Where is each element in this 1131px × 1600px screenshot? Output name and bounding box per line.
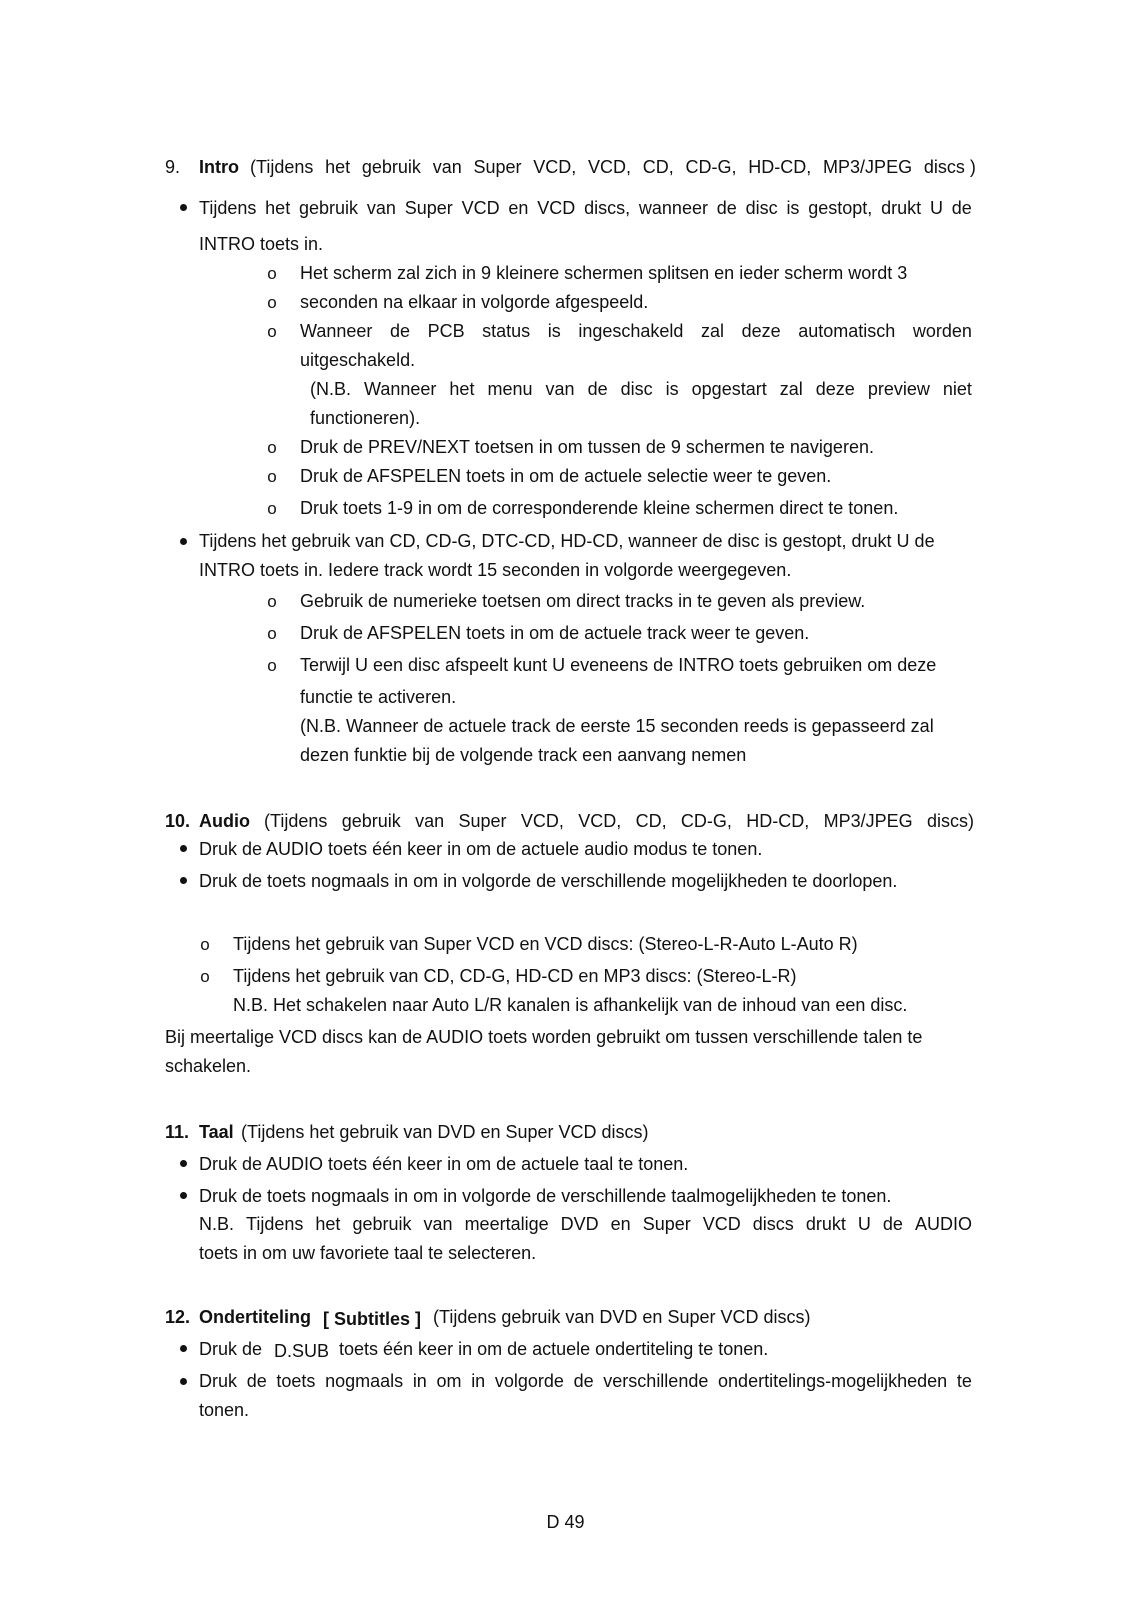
page-number: D 49	[546, 1512, 585, 1532]
word: is	[786, 198, 800, 218]
circle-bullet-icon: o	[200, 935, 210, 954]
word: MP3/JPEG	[823, 811, 913, 831]
word: automatisch	[798, 321, 896, 341]
word: gebruik	[361, 157, 421, 177]
section-10-sub-1: Tijdens het gebruik van Super VCD en VCD discs: (Stereo-L-R-Auto L-Auto R)	[233, 934, 858, 954]
word: wanneer	[638, 198, 708, 218]
word: HD-CD,	[746, 811, 810, 831]
section-9-sub-8: Druk de AFSPELEN toets in om de actuele track weer te geven.	[300, 623, 810, 643]
word: niet	[942, 379, 972, 399]
word: van	[545, 379, 575, 399]
circle-bullet-icon: o	[267, 264, 277, 283]
section-10-bullet-2: Druk de toets nogmaals in om in volgorde de verschillende mogelijkheden te doorlopen.	[199, 871, 898, 891]
word: en	[610, 1214, 631, 1234]
word: discs,	[584, 198, 631, 218]
section-10-number: 10.	[165, 811, 191, 831]
word: VCD	[702, 1214, 741, 1234]
section-12-bullet-2-line-2: tonen.	[199, 1400, 250, 1420]
word: zal	[779, 379, 803, 399]
word: zal	[701, 321, 725, 341]
word: in	[412, 1371, 427, 1391]
word: de	[587, 379, 608, 399]
word: N.B.	[199, 1214, 235, 1234]
word: nogmaals	[325, 1371, 404, 1391]
section-9-bullet-1-line-1	[199, 197, 972, 219]
word: Super	[473, 157, 522, 177]
word: worden	[912, 321, 972, 341]
word: meertalige	[464, 1214, 549, 1234]
word: het	[265, 198, 291, 218]
word: de	[389, 321, 410, 341]
section-9-bullet-2-line-1: Tijdens het gebruik van CD, CD-G, DTC-CD, HD-CD, wanneer de disc is gestopt, drukt U de	[199, 531, 935, 551]
bullet-dot	[180, 204, 187, 211]
section-9-note-1-line-1	[310, 378, 972, 400]
word: deze	[741, 321, 781, 341]
word: VCD	[537, 198, 576, 218]
word: preview	[867, 379, 930, 399]
word: is	[547, 321, 561, 341]
circle-bullet-icon: o	[200, 967, 210, 986]
word: (Tijdens	[250, 157, 314, 177]
section-9-sub-7: Gebruik de numerieke toetsen om direct tracks in te geven als preview.	[300, 591, 866, 611]
word: in	[471, 1371, 486, 1391]
word: VCD	[461, 198, 500, 218]
word: VCD,	[533, 157, 577, 177]
word: de	[882, 1214, 903, 1234]
word: discs)	[926, 811, 974, 831]
section-9-sub-9-line-2: functie te activeren.	[300, 687, 457, 707]
section-11-title: Taal	[199, 1122, 234, 1142]
word: disc	[620, 379, 653, 399]
word: MP3/JPEG	[823, 157, 913, 177]
word: deze	[815, 379, 855, 399]
word: gebruik	[352, 1214, 412, 1234]
word: U	[929, 198, 943, 218]
section-9-sub-5: Druk de AFSPELEN toets in om de actuele selectie weer te geven.	[300, 466, 832, 486]
word: het	[315, 1214, 341, 1234]
section-11-subtitle: (Tijdens het gebruik van DVD en Super VCD discs)	[241, 1122, 649, 1142]
bullet-dot	[180, 538, 187, 545]
circle-bullet-icon: o	[267, 592, 277, 611]
word: discs	[752, 1214, 794, 1234]
bullet-dot	[180, 1345, 187, 1352]
word: CD-G,	[685, 157, 737, 177]
section-10-paragraph-line-1: Bij meertalige VCD discs kan de AUDIO toets worden gebruikt om tussen verschillende talen te	[165, 1027, 923, 1047]
bullet-dot	[180, 877, 187, 884]
word: van	[415, 811, 445, 831]
word: en	[508, 198, 529, 218]
section-10-sub-2: Tijdens het gebruik van CD, CD-G, HD-CD en MP3 discs: (Stereo-L-R)	[233, 966, 797, 986]
circle-bullet-icon: o	[267, 656, 277, 675]
word: VCD,	[588, 157, 632, 177]
word: de	[951, 198, 972, 218]
word: (Tijdens	[264, 811, 328, 831]
word: discs )	[923, 157, 976, 177]
bullet-dot	[180, 845, 187, 852]
word: Tijdens	[246, 1214, 304, 1234]
word: ingeschakeld	[578, 321, 684, 341]
circle-bullet-icon: o	[267, 499, 277, 518]
word: opgestart	[691, 379, 767, 399]
section-11-bullet-1: Druk de AUDIO toets één keer in om de actuele taal te tonen.	[199, 1154, 689, 1174]
section-10-paragraph-line-2: schakelen.	[165, 1056, 252, 1076]
word: toets	[276, 1371, 316, 1391]
section-11-number: 11.	[165, 1122, 190, 1142]
word: HD-CD,	[748, 157, 812, 177]
word: gebruik	[299, 198, 359, 218]
word: AUDIO	[914, 1214, 972, 1234]
word: te	[956, 1371, 972, 1391]
word: volgorde	[494, 1371, 564, 1391]
word: de	[716, 198, 737, 218]
section-9-sub-3-line-2: uitgeschakeld.	[300, 350, 416, 370]
section-11-bullet-2: Druk de toets nogmaals in om in volgorde de verschillende taalmogelijkheden te tonen.	[199, 1186, 892, 1206]
section-12-subtitle: (Tijdens gebruik van DVD en Super VCD discs)	[433, 1307, 811, 1327]
word: de	[246, 1371, 267, 1391]
section-12-bullet-1-post: toets één keer in om de actuele ondertiteling te tonen.	[339, 1339, 769, 1359]
section-9-sub-6: Druk toets 1-9 in om de corresponderende kleine schermen direct te tonen.	[300, 498, 899, 518]
section-10-note: N.B. Het schakelen naar Auto L/R kanalen is afhankelijk van de inhoud van een disc.	[233, 995, 908, 1015]
word: CD-G,	[680, 811, 732, 831]
section-9-sub-1: Het scherm zal zich in 9 kleinere schermen splitsen en ieder scherm wordt 3	[300, 263, 908, 283]
word: menu	[487, 379, 533, 399]
word: VCD,	[520, 811, 564, 831]
word: van	[432, 157, 462, 177]
word: CD,	[642, 157, 674, 177]
section-12-title: Ondertiteling	[199, 1307, 311, 1327]
section-12-number: 12.	[165, 1307, 191, 1327]
circle-bullet-icon: o	[267, 467, 277, 486]
section-11-note-line-2: toets in om uw favoriete taal te selecteren.	[199, 1243, 537, 1263]
bullet-dot	[180, 1378, 187, 1385]
section-9-sub-2: seconden na elkaar in volgorde afgespeeld.	[300, 292, 649, 312]
word: (N.B.	[310, 379, 352, 399]
word: het	[449, 379, 475, 399]
word: CD,	[635, 811, 667, 831]
word: Tijdens	[199, 198, 257, 218]
word: om	[436, 1371, 462, 1391]
section-10-title: Audio	[199, 811, 250, 831]
section-9-bullet-1-line-2: INTRO toets in.	[199, 234, 324, 254]
section-9-sub-3-line-1	[300, 320, 972, 342]
word: Super	[458, 811, 507, 831]
section-9-note-2-line-2: dezen funktie bij de volgende track een aanvang nemen	[300, 745, 747, 765]
circle-bullet-icon: o	[267, 624, 277, 643]
section-12-bullet-2-line-1	[199, 1370, 972, 1392]
section-10-bullet-1: Druk de AUDIO toets één keer in om de actuele audio modus te tonen.	[199, 839, 763, 859]
section-9-subtitle	[250, 156, 976, 178]
section-9-title: Intro	[199, 157, 239, 177]
word: van	[366, 198, 396, 218]
word: Wanneer	[364, 379, 437, 399]
circle-bullet-icon: o	[267, 293, 277, 312]
section-10-subtitle	[264, 810, 974, 832]
bullet-dot	[180, 1160, 187, 1167]
section-9-bullet-2-line-2: INTRO toets in. Iedere track wordt 15 seconden in volgorde weergegeven.	[199, 560, 792, 580]
word: ondertitelings-mogelijkheden	[718, 1371, 948, 1391]
section-12-bullet-1-pre: Druk de	[199, 1339, 263, 1359]
bullet-dot	[180, 1192, 187, 1199]
word: drukt	[805, 1214, 846, 1234]
section-12-bullet-1-key: D.SUB	[274, 1341, 330, 1361]
section-9-sub-4: Druk de PREV/NEXT toetsen in om tussen de 9 schermen te navigeren.	[300, 437, 874, 457]
circle-bullet-icon: o	[267, 438, 277, 457]
word: DVD	[560, 1214, 599, 1234]
word: VCD,	[578, 811, 622, 831]
word: verschillende	[603, 1371, 709, 1391]
word: is	[665, 379, 679, 399]
section-12-title-bracket: [ Subtitles ]	[323, 1309, 421, 1329]
word: het	[325, 157, 351, 177]
word: Super	[404, 198, 453, 218]
word: U	[857, 1214, 871, 1234]
word: Druk	[199, 1371, 238, 1391]
word: PCB	[427, 321, 465, 341]
word: Super	[642, 1214, 691, 1234]
word: gestopt,	[808, 198, 873, 218]
word: de	[573, 1371, 594, 1391]
section-11-note-line-1	[199, 1213, 972, 1235]
word: disc	[745, 198, 778, 218]
section-9-note-1-line-2: functioneren).	[310, 408, 421, 428]
word: gebruik	[341, 811, 401, 831]
section-9-number: 9.	[165, 157, 181, 177]
word: drukt	[881, 198, 922, 218]
word: van	[423, 1214, 453, 1234]
section-9-sub-9-line-1: Terwijl U een disc afspeelt kunt U eveneens de INTRO toets gebruiken om deze	[300, 655, 937, 675]
word: status	[482, 321, 531, 341]
word: Wanneer	[300, 321, 373, 341]
circle-bullet-icon: o	[267, 322, 277, 341]
section-9-note-2-line-1: (N.B. Wanneer de actuele track de eerste 15 seconden reeds is gepasseerd zal	[300, 716, 934, 736]
